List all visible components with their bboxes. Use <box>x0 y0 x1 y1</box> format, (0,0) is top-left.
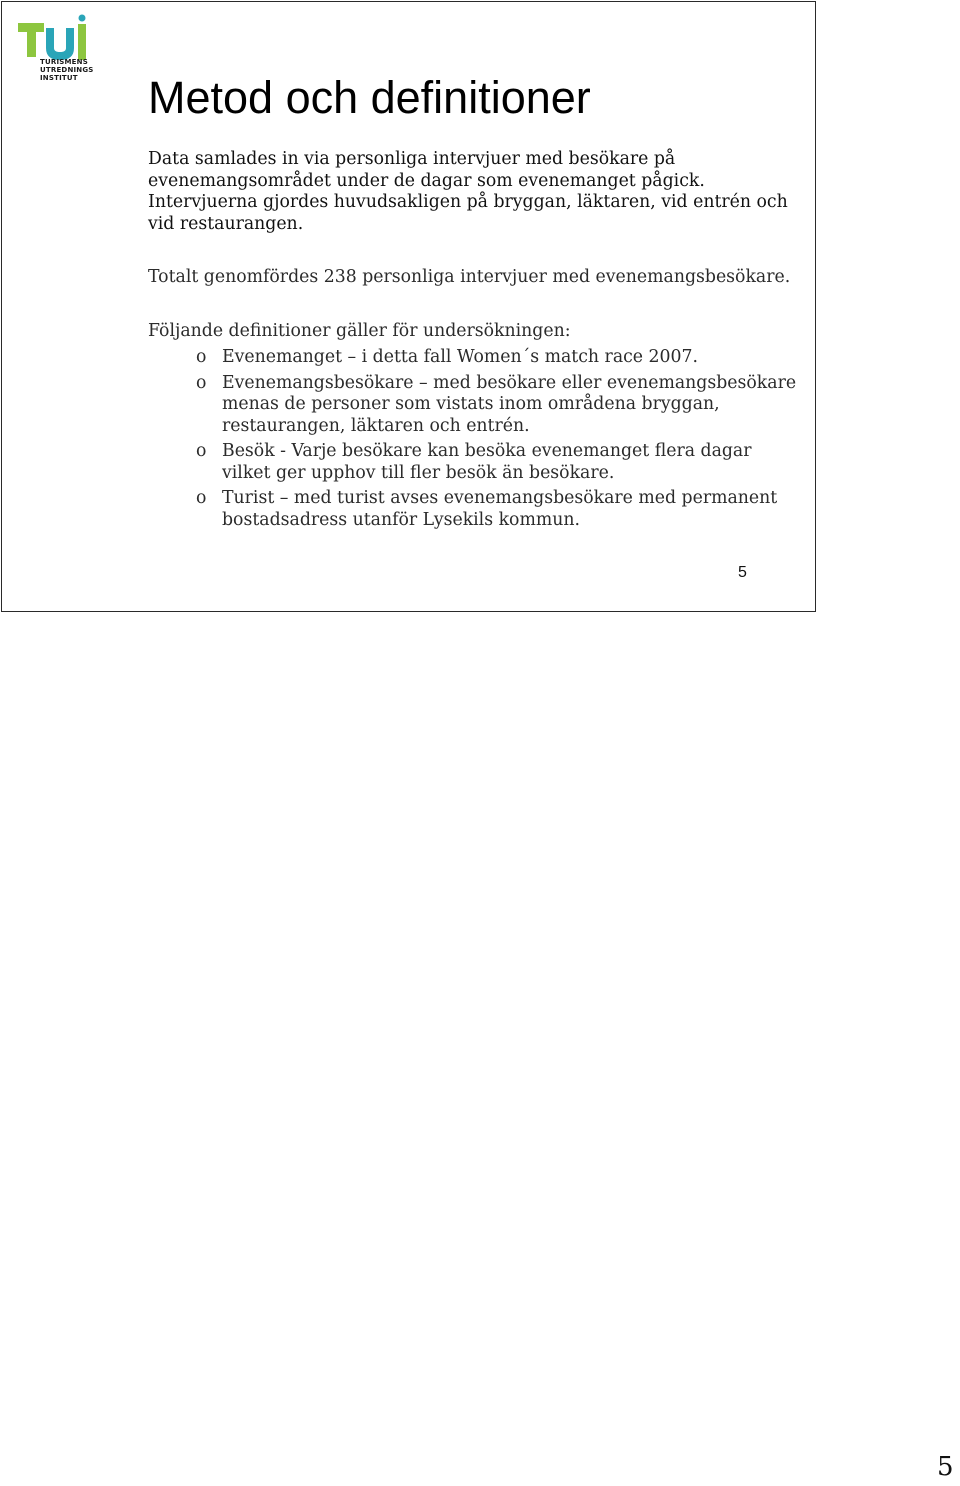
definitions-heading: Följande definitioner gäller för undersökningen: <box>148 321 571 341</box>
definition-text: Evenemangsbesökare – med besökare eller evenemangsbesökare menas de personer som vistats inom områdena bryggan, restaurangen, läktaren och entrén. <box>222 372 797 436</box>
definition-text: Evenemanget – i detta fall Women´s match race 2007. <box>222 347 698 367</box>
bullet-marker: o <box>196 488 207 508</box>
list-item <box>182 441 802 484</box>
bullet-marker: o <box>196 441 207 461</box>
logo-line-1: TURISMENS <box>40 58 88 66</box>
definition-text: Turist – med turist avses evenemangsbesökare med permanent bostadsadress utanför Lysekils kommun. <box>222 488 778 530</box>
page-number: 5 <box>937 1452 954 1482</box>
definitions-list <box>182 347 802 535</box>
list-item <box>182 488 802 531</box>
list-item <box>182 347 802 369</box>
logo-line-3: INSTITUT <box>40 74 78 82</box>
slide <box>1 1 816 612</box>
list-item <box>182 373 802 438</box>
slide-number: 5 <box>738 564 747 581</box>
total-paragraph: Totalt genomfördes 238 personliga intervjuer med evenemangsbesökare. <box>148 267 791 287</box>
logo-line-2: UTREDNINGS <box>40 66 94 74</box>
bullet-marker: o <box>196 347 207 367</box>
definition-text: Besök - Varje besökare kan besöka evenemanget flera dagar vilket ger upphov till fler besök än besökare. <box>222 441 752 483</box>
intro-paragraph: Data samlades in via personliga intervjuer med besökare på evenemangsområdet under de dagar som evenemanget pågick. Intervjuerna gjordes huvudsakligen på bryggan, läktaren, vid entrén och vid restaurangen. <box>148 149 788 234</box>
bullet-marker: o <box>196 372 207 393</box>
logo-text <box>40 58 94 82</box>
slide-title: Metod och definitioner <box>148 72 591 123</box>
